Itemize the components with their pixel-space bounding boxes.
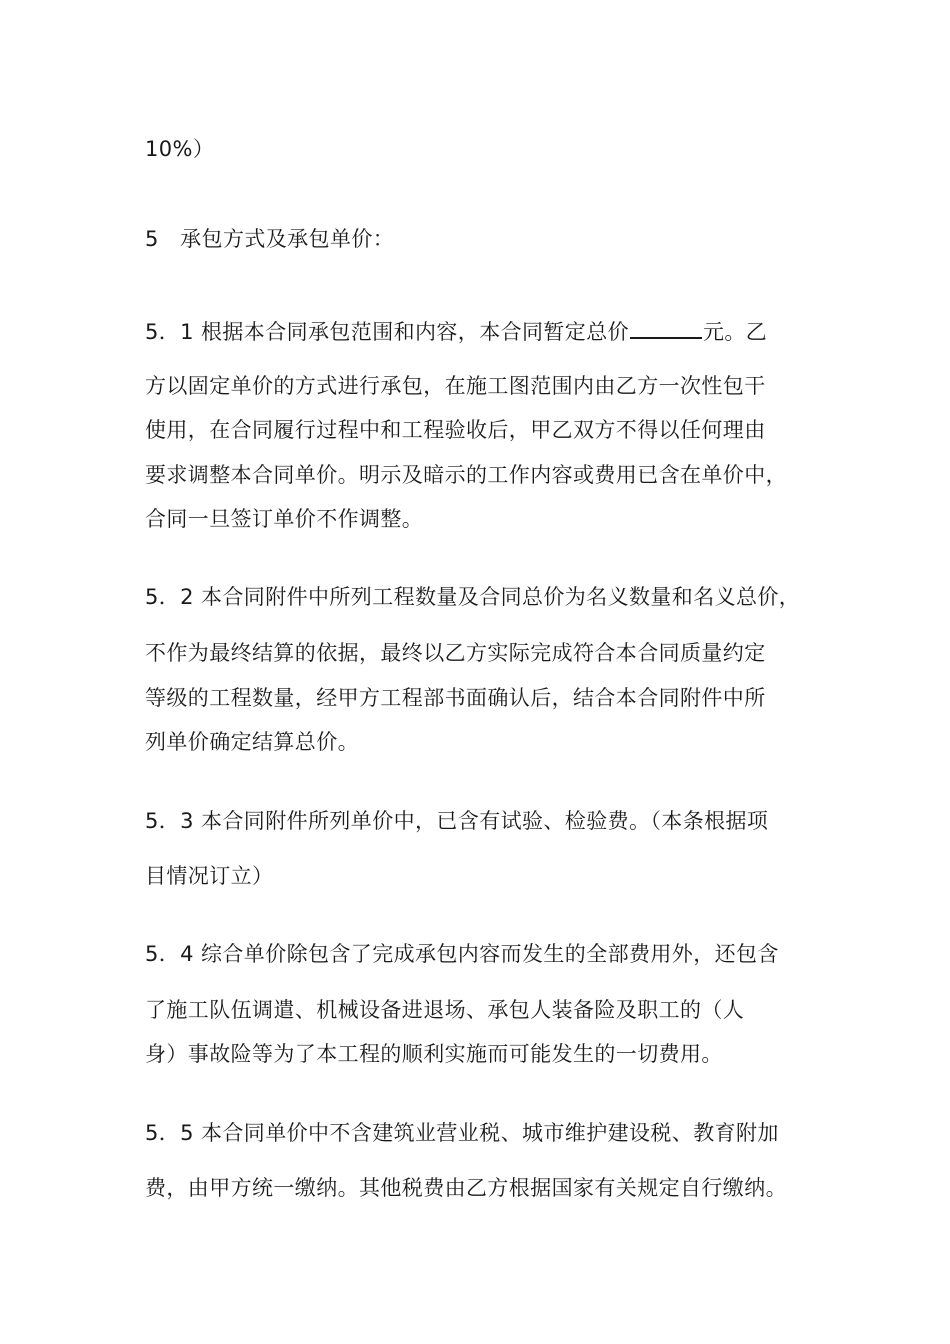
paragraph-line: 5．5 本合同单价中不含建筑业营业税、城市维护建设税、教育附加 [145,1121,779,1145]
paragraph-line: 费，由甲方统一缴纳。其他税费由乙方根据国家有关规定自行缴纳。 [145,1176,787,1200]
clause-text: 元。乙 [703,320,768,344]
paragraph-line: 目情况订立） [145,864,274,888]
paragraph-line: 等级的工程数量，经甲方工程部书面确认后，结合本合同附件中所 [145,686,766,710]
paragraph-line: 10%） [145,137,215,161]
paragraph-line: 5．2 本合同附件中所列工程数量及合同总价为名义数量和名义总价， [145,585,801,609]
paragraph-line: 不作为最终结算的依据，最终以乙方实际完成符合本合同质量约定 [145,641,766,665]
paragraph-line: 5．3 本合同附件所列单价中，已含有试验、检验费。（本条根据项 [145,809,769,833]
fill-in-blank [630,317,702,339]
paragraph-line: 列单价确定结算总价。 [145,730,359,754]
paragraph-line: 要求调整本合同单价。明示及暗示的工作内容或费用已含在单价中， [145,463,787,487]
clause-text: 5．1 根据本合同承包范围和内容，本合同暂定总价 [145,320,629,344]
paragraph-line: 方以固定单价的方式进行承包，在施工图范围内由乙方一次性包干 [145,374,766,398]
paragraph-line: 5．4 综合单价除包含了完成承包内容而发生的全部费用外，还包含 [145,942,779,966]
paragraph-line: 合同一旦签订单价不作调整。 [145,507,424,531]
paragraph-line: 了施工队伍调遣、机械设备进退场、承包人装备险及职工的（人 [145,998,745,1022]
paragraph-line: 身）事故险等为了本工程的顺利实施而可能发生的一切费用。 [145,1042,723,1066]
section-heading: 5 承包方式及承包单价： [145,227,395,251]
paragraph-line [145,317,767,346]
paragraph-line: 使用，在合同履行过程中和工程验收后，甲乙双方不得以任何理由 [145,418,766,442]
